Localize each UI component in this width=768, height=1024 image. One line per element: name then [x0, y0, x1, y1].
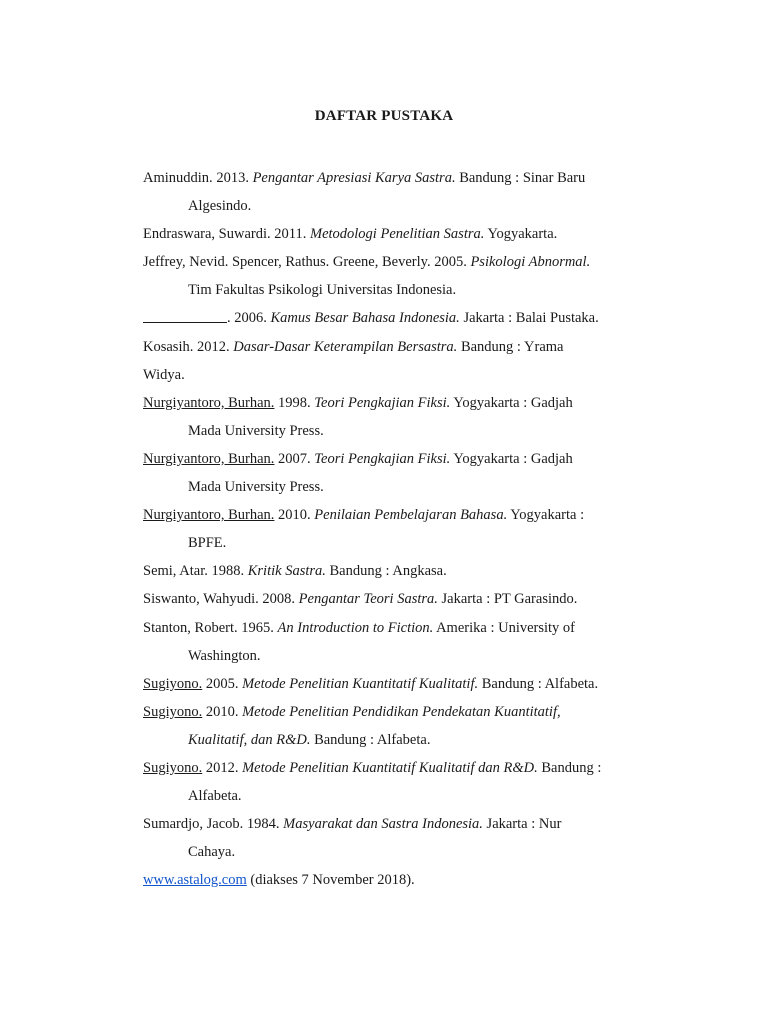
ref-publisher: Yogyakarta : Gadjah — [450, 450, 573, 467]
reference-continuation — [143, 417, 633, 445]
ref-publisher: Yogyakarta : — [507, 507, 585, 524]
ref-publisher-cont: Washington. — [188, 647, 261, 664]
ref-year: 2005. — [430, 254, 471, 271]
ref-publisher: Yogyakarta. — [484, 226, 558, 243]
reference-continuation — [143, 473, 633, 501]
ref-year: 2010. — [274, 507, 315, 524]
ref-author: Semi, Atar. — [143, 563, 208, 580]
ref-year: 2007. — [274, 450, 315, 467]
ref-year: 2010. — [202, 703, 243, 720]
website-link[interactable]: www.astalog.com — [143, 872, 247, 889]
ref-title: An Introduction to Fiction. — [277, 619, 434, 636]
ref-title: Kamus Besar Bahasa Indonesia. — [270, 310, 460, 327]
ref-author: Stanton, Robert. — [143, 619, 238, 636]
ref-title: Masyarakat dan Sastra Indonesia. — [283, 816, 483, 833]
reference-continuation — [143, 276, 633, 304]
ref-year: 2005. — [202, 675, 243, 692]
ref-title: Penilaian Pembelajaran Bahasa. — [314, 507, 508, 524]
ref-title: Teori Pengkajian Fiksi. — [314, 450, 451, 467]
reference-line — [143, 670, 633, 698]
ref-title: Dasar-Dasar Keterampilan Bersastra. — [233, 338, 458, 355]
ref-author: Jeffrey, Nevid. Spencer, Rathus. Greene, Beverly. — [143, 254, 431, 271]
ref-year: 1984. — [243, 816, 284, 833]
reference-line — [143, 389, 633, 417]
reference-continuation — [143, 838, 633, 866]
ref-publisher: Jakarta : PT Garasindo. — [437, 591, 578, 608]
ref-year: 1998. — [274, 394, 315, 411]
reference-continuation — [143, 361, 633, 389]
ref-publisher-cont: Tim Fakultas Psikologi Universitas Indonesia. — [188, 282, 457, 299]
ref-author: Nurgiyantoro, Burhan. — [143, 507, 275, 524]
ref-publisher: Bandung : — [537, 759, 602, 776]
ref-publisher-cont: Algesindo. — [188, 198, 252, 215]
page-title: DAFTAR PUSTAKA — [314, 108, 454, 124]
ref-publisher: Bandung : Alfabeta. — [478, 675, 599, 692]
reference-line — [143, 304, 633, 332]
ref-publisher-cont: Bandung : Alfabeta. — [310, 731, 431, 748]
ref-title: Metode Penelitian Kuantitatif Kualitatif dan R&D. — [242, 759, 538, 776]
ref-title: Kritik Sastra. — [247, 563, 326, 580]
reference-line — [143, 445, 633, 473]
ref-author: Nurgiyantoro, Burhan. — [143, 450, 275, 467]
ditto-author-line — [143, 308, 227, 323]
ref-year: 2008. — [258, 591, 299, 608]
ref-author: Sugiyono. — [143, 703, 203, 720]
ref-accessed-note: (diakses 7 November 2018). — [246, 872, 415, 889]
ref-title: Pengantar Teori Sastra. — [298, 591, 438, 608]
ref-author: Kosasih. — [143, 338, 194, 355]
ref-publisher-cont: Widya. — [143, 366, 185, 383]
ref-publisher-cont: BPFE. — [188, 535, 227, 552]
ref-publisher-cont: Mada University Press. — [188, 479, 324, 496]
ref-year: 1965. — [237, 619, 278, 636]
ref-publisher: Jakarta : Nur — [482, 816, 562, 833]
reference-line — [143, 220, 633, 248]
reference-line — [143, 585, 633, 613]
ref-publisher-cont: Cahaya. — [188, 844, 236, 861]
ref-publisher: Yogyakarta : Gadjah — [450, 394, 573, 411]
ref-year: 2011. — [270, 226, 310, 243]
ref-title: Metode Penelitian Pendidikan Pendekatan Kuantitatif, — [242, 703, 561, 720]
ref-publisher: Amerika : University of — [433, 619, 576, 636]
ref-year: 1988. — [207, 563, 248, 580]
reference-list — [143, 164, 633, 894]
ref-publisher: Bandung : Sinar Baru — [455, 170, 586, 186]
ref-publisher-cont: Alfabeta. — [188, 788, 242, 805]
ref-author: Sugiyono. — [143, 675, 203, 692]
reference-line — [143, 164, 633, 192]
reference-continuation — [143, 782, 633, 810]
ref-author: Sugiyono. — [143, 759, 203, 776]
reference-line — [143, 333, 633, 361]
ref-title: Metodologi Penelitian Sastra. — [309, 226, 485, 243]
ref-year: 2012. — [193, 338, 234, 355]
reference-line — [143, 614, 633, 642]
ref-author: Aminuddin. — [143, 170, 213, 186]
reference-line — [143, 698, 633, 726]
ref-year: 2013. — [212, 170, 253, 186]
ref-author: Siswanto, Wahyudi. — [143, 591, 259, 608]
reference-line — [143, 248, 633, 276]
ref-year: 2012. — [202, 759, 243, 776]
reference-line — [143, 557, 633, 585]
ref-title-cont: Kualitatif, dan R&D. — [188, 731, 311, 748]
ref-author: Endraswara, Suwardi. — [143, 226, 271, 243]
ref-title: Metode Penelitian Kuantitatif Kualitatif. — [242, 675, 479, 692]
ref-title: Teori Pengkajian Fiksi. — [314, 394, 451, 411]
reference-line — [143, 810, 633, 838]
reference-continuation — [143, 529, 633, 557]
ref-publisher: Jakarta : Balai Pustaka. — [459, 310, 599, 327]
reference-line — [143, 866, 633, 894]
ref-title: Pengantar Apresiasi Karya Sastra. — [252, 170, 456, 186]
reference-line — [143, 501, 633, 529]
ref-year: . 2006. — [227, 310, 271, 327]
reference-continuation — [143, 192, 633, 220]
reference-continuation — [143, 726, 633, 754]
ref-author: Sumardjo, Jacob. — [143, 816, 244, 833]
ref-publisher: Bandung : Angkasa. — [325, 563, 447, 580]
ref-title: Psikologi Abnormal. — [470, 254, 591, 271]
ref-publisher-cont: Mada University Press. — [188, 422, 324, 439]
ref-publisher: Bandung : Yrama — [457, 338, 564, 355]
reference-line — [143, 754, 633, 782]
reference-continuation — [143, 642, 633, 670]
ref-author: Nurgiyantoro, Burhan. — [143, 394, 275, 411]
